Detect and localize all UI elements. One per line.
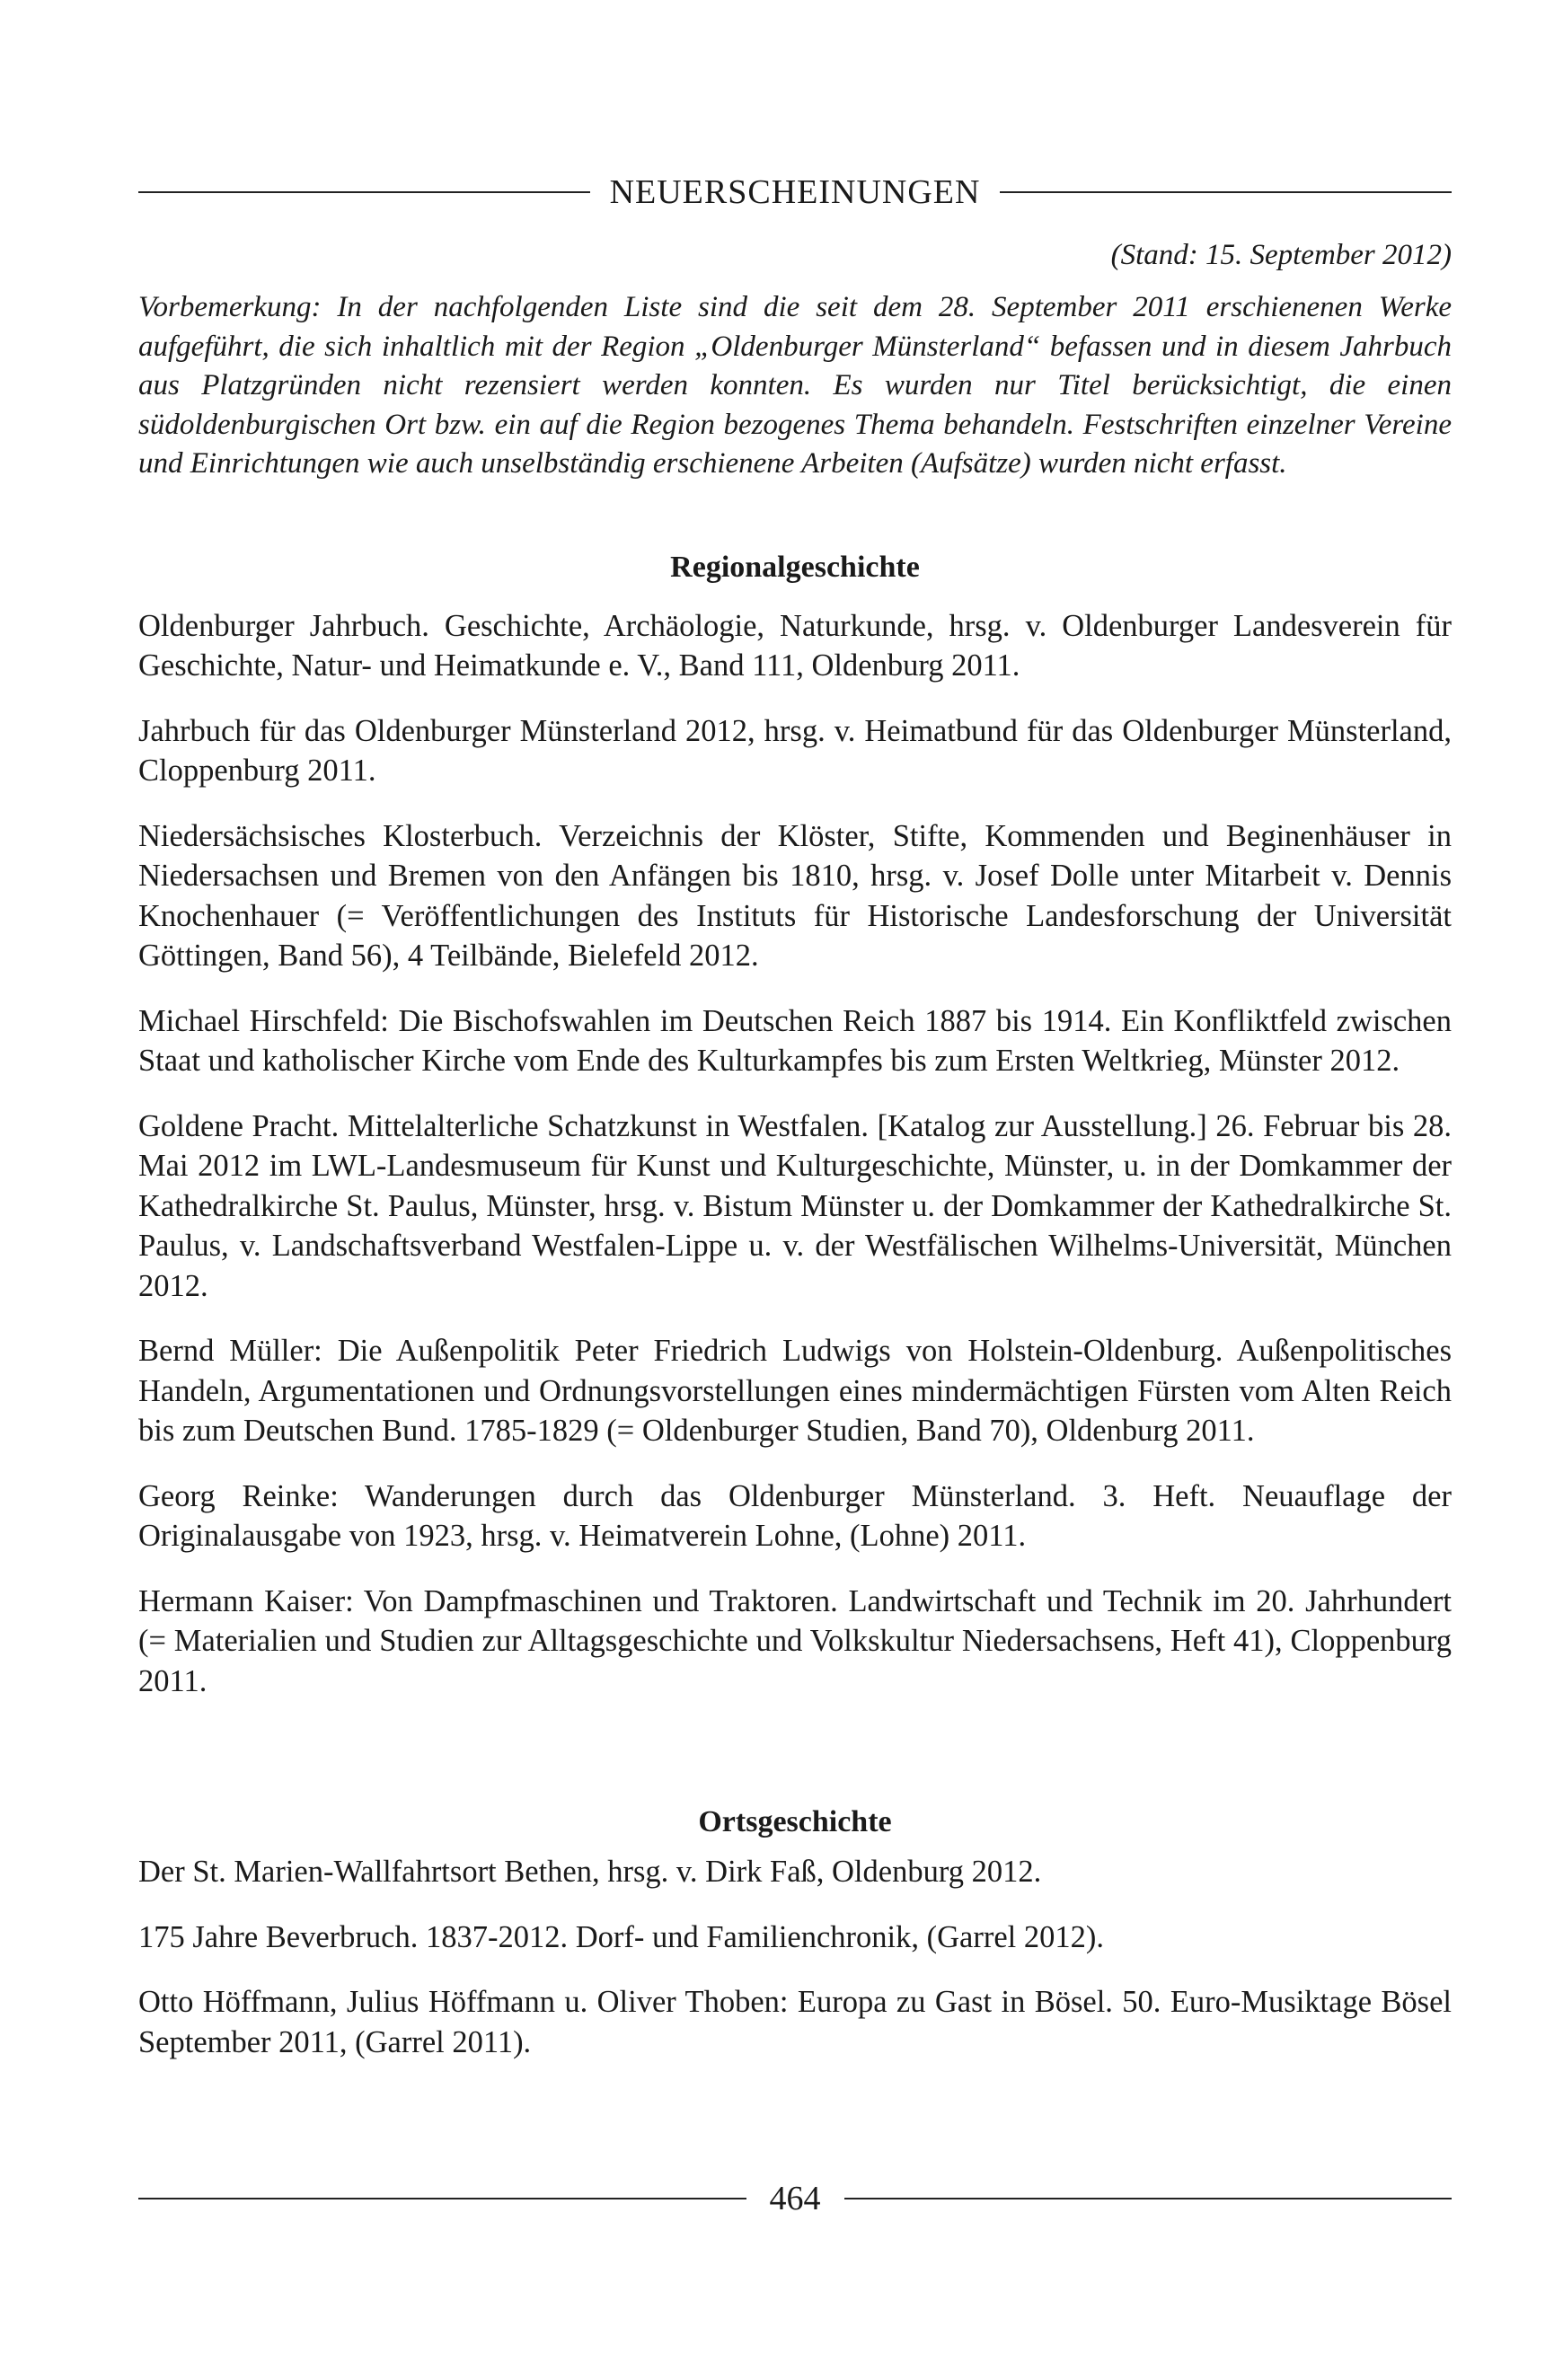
preliminary-note: Vorbemerkung: In der nachfolgenden Liste sind die seit dem 28. September 2011 erschienenen Werke aufgeführt, die sich inhaltlich mit der Region „Oldenburger Münsterland“ befassen und in diesem Jahrbuch aus Platzgründen nicht rezensiert werden konnten. Es wurden nur Titel berücksichtigt, die einen südoldenburgischen Ort bzw. ein auf die Region bezogenes Thema behandeln. Festschriften einzelner Vereine und Einrichtungen wie auch unselbständig erschienene Arbeiten (Aufsätze) wurden nicht erfasst. xyxy=(138,291,1452,480)
list-item: Otto Höffmann, Julius Höffmann u. Oliver Thoben: Europa zu Gast in Bösel. 50. Euro-Musiktage Bösel September 2011, (Garrel 2011). xyxy=(138,1985,1452,2059)
list-item: Jahrbuch für das Oldenburger Münsterland 2012, hrsg. v. Heimatbund für das Oldenburger Münsterland, Cloppenburg 2011. xyxy=(138,713,1452,788)
list-item: Bernd Müller: Die Außenpolitik Peter Friedrich Ludwigs von Holstein-Oldenburg. Außenpolitisches Handeln, Argumentationen und Ordnungsvorstellungen eines mindermächtigen Fürsten vom Alten Reich bis zum Deutschen Bund. 1785-1829 (= Oldenburger Studien, Band 70), Oldenburg 2011. xyxy=(138,1334,1452,1448)
entry-list-ortsgeschichte xyxy=(138,1852,1452,2062)
page-title: NEUERSCHEINUNGEN xyxy=(609,173,981,211)
entry-list-regionalgeschichte xyxy=(138,606,1452,1702)
running-header xyxy=(138,171,1452,214)
section-title-regionalgeschichte: Regionalgeschichte xyxy=(670,550,920,584)
list-item: Hermann Kaiser: Von Dampfmaschinen und Traktoren. Landwirtschaft und Technik im 20. Jahrhundert (= Materialien und Studien zur Alltagsgeschichte und Volkskultur Niedersachsens, Heft 41), Cloppenburg 2011. xyxy=(138,1583,1452,1698)
page-number: 464 xyxy=(769,2180,821,2217)
list-item: Michael Hirschfeld: Die Bischofswahlen im Deutschen Reich 1887 bis 1914. Ein Konfliktfeld zwischen Staat und katholischer Kirche vom Ende des Kulturkampfes bis zum Ersten Weltkrieg, Münster 2012. xyxy=(138,1003,1452,1078)
section-title-ortsgeschichte: Ortsgeschichte xyxy=(698,1805,892,1838)
list-item: Goldene Pracht. Mittelalterliche Schatzkunst in Westfalen. [Katalog zur Ausstellung.] 26. Februar bis 28. Mai 2012 im LWL-Landesmuseum für Kunst und Kulturgeschichte, Münster, u. in der Domkammer der Kathedralkirche St. Paulus, Münster, hrsg. v. Bistum Münster u. der Domkammer der Kathedralkirche St. Paulus, v. Landschaftsverband Westfalen-Lippe u. v. der Westfälischen Wilhelms-Universität, München 2012. xyxy=(138,1108,1452,1303)
footer-rule-right xyxy=(844,2198,1453,2199)
list-item: Der St. Marien-Wallfahrtsort Bethen, hrsg. v. Dirk Faß, Oldenburg 2012. xyxy=(138,1855,1042,1889)
status-date: (Stand: 15. September 2012) xyxy=(1110,239,1452,271)
list-item: Oldenburger Jahrbuch. Geschichte, Archäologie, Naturkunde, hrsg. v. Oldenburger Landesverein für Geschichte, Natur- und Heimatkunde e. V., Band 111, Oldenburg 2011. xyxy=(138,608,1452,683)
list-item: Georg Reinke: Wanderungen durch das Oldenburger Münsterland. 3. Heft. Neuauflage der Originalausgabe von 1923, hrsg. v. Heimatverein Lohne, (Lohne) 2011. xyxy=(138,1478,1452,1553)
footer-rule-left xyxy=(138,2198,746,2199)
header-rule-right xyxy=(1000,191,1452,193)
list-item: 175 Jahre Beverbruch. 1837-2012. Dorf- und Familienchronik, (Garrel 2012). xyxy=(138,1919,1104,1954)
page-footer xyxy=(138,2179,1452,2218)
list-item: Niedersächsisches Klosterbuch. Verzeichnis der Klöster, Stifte, Kommenden und Beginenhäuser in Niedersachsen und Bremen von den Anfängen bis 1810, hrsg. v. Josef Dolle unter Mitarbeit v. Dennis Knochenhauer (= Veröffentlichungen des Instituts für Historische Landesforschung der Universität Göttingen, Band 56), 4 Teilbände, Bielefeld 2012. xyxy=(138,818,1452,973)
header-rule-left xyxy=(138,191,590,193)
page-content xyxy=(138,171,1452,2087)
